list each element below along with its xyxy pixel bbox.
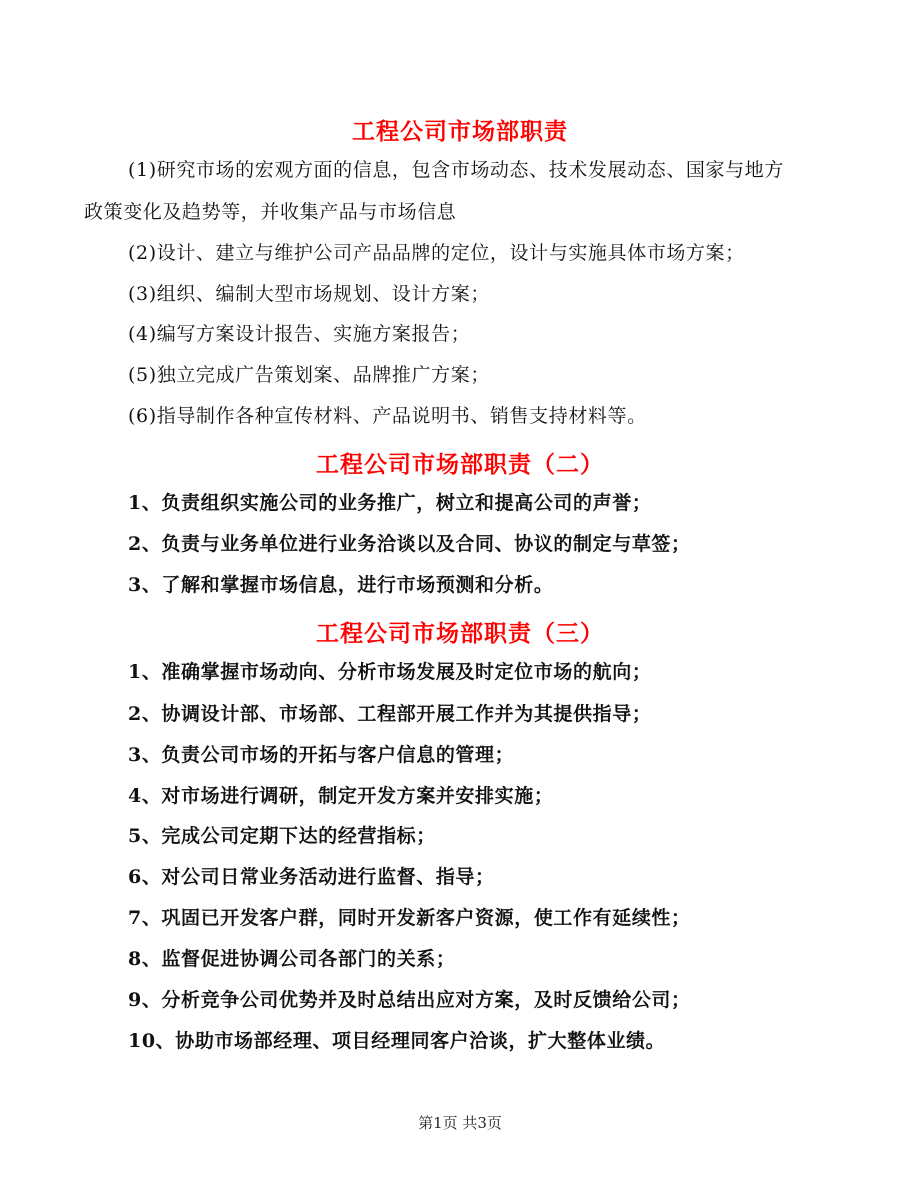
section2-item-1: 1、负责组织实施公司的业务推广，树立和提高公司的声誉； xyxy=(128,492,652,514)
page-number: 第1页 共3页 xyxy=(418,1114,502,1132)
section3-item-7: 7、巩固已开发客户群，同时开发新客户资源，使工作有延续性； xyxy=(128,907,691,929)
section2-item-2: 2、负责与业务单位进行业务洽谈以及合同、协议的制定与草签； xyxy=(128,533,691,555)
section3-item-10: 10、协助市场部经理、项目经理同客户洽谈，扩大整体业绩。 xyxy=(128,1030,666,1052)
section1-item-1: (1)研究市场的宏观方面的信息，包含市场动态、技术发展动态、国家与地方 xyxy=(128,159,784,181)
section1-item-4: (4)编写方案设计报告、实施方案报告； xyxy=(128,323,471,345)
section-title-3: 工程公司市场部职责（三） xyxy=(316,620,604,647)
section1-item-1-continued: 政策变化及趋势等，并收集产品与市场信息 xyxy=(84,201,457,223)
section3-item-5: 5、完成公司定期下达的经营指标； xyxy=(128,825,436,847)
section3-item-1: 1、准确掌握市场动向、分析市场发展及时定位市场的航向； xyxy=(128,661,652,683)
section1-item-2: (2)设计、建立与维护公司产品品牌的定位，设计与实施具体市场方案； xyxy=(128,242,745,264)
section1-item-3: (3)组织、编制大型市场规划、设计方案； xyxy=(128,283,490,305)
section-title-2: 工程公司市场部职责（二） xyxy=(316,451,604,478)
section3-item-8: 8、监督促进协调公司各部门的关系； xyxy=(128,948,456,970)
section1-item-5: (5)独立完成广告策划案、品牌推广方案； xyxy=(128,364,490,386)
section-title-1: 工程公司市场部职责 xyxy=(352,118,568,145)
section3-item-2: 2、协调设计部、市场部、工程部开展工作并为其提供指导； xyxy=(128,703,652,725)
section3-item-9: 9、分析竞争公司优势并及时总结出应对方案，及时反馈给公司； xyxy=(128,989,691,1011)
section2-item-3: 3、了解和掌握市场信息，进行市场预测和分析。 xyxy=(128,574,554,596)
section3-item-3: 3、负责公司市场的开拓与客户信息的管理； xyxy=(128,744,515,766)
section3-item-4: 4、对市场进行调研，制定开发方案并安排实施； xyxy=(128,785,554,807)
section3-item-6: 6、对公司日常业务活动进行监督、指导； xyxy=(128,866,495,888)
section1-item-6: (6)指导制作各种宣传材料、产品说明书、销售支持材料等。 xyxy=(128,405,647,427)
